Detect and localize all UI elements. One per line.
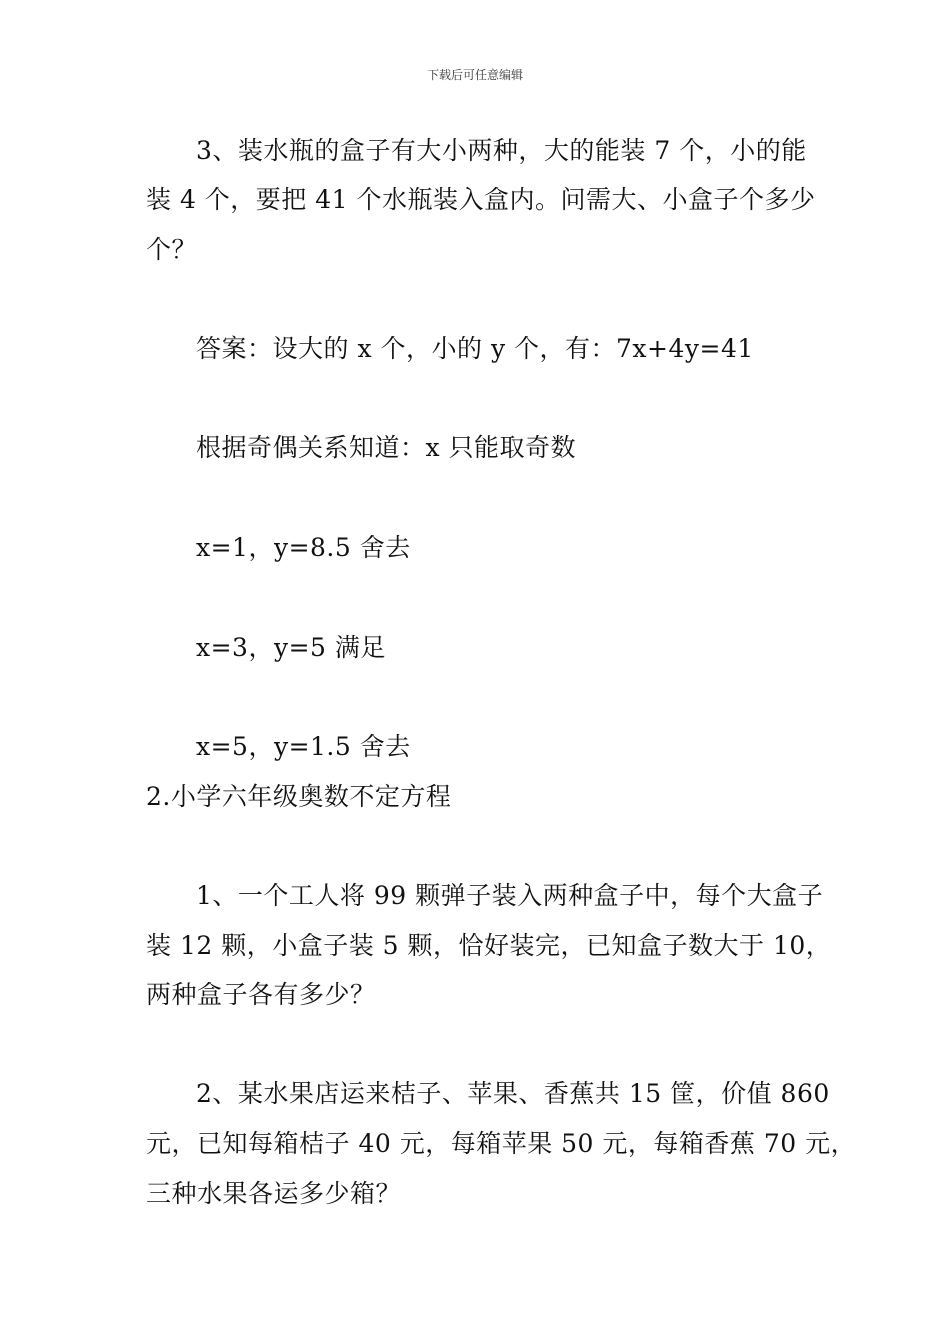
answer-line-3: x=1，y=8.5 舍去 bbox=[196, 533, 411, 562]
answer-line-1: 答案：设大的 x 个，小的 y 个，有：7x+4y=41 bbox=[196, 334, 754, 363]
question-1-line-1: 1、一个工人将 99 颗弹子装入两种盒子中，每个大盒子 bbox=[196, 881, 824, 910]
problem-3-line-3: 个？ bbox=[146, 235, 198, 264]
question-2-line-2: 元，已知每箱桔子 40 元，每箱苹果 50 元，每箱香蕉 70 元， bbox=[146, 1129, 857, 1158]
answer-line-2: 根据奇偶关系知道：x 只能取奇数 bbox=[196, 433, 577, 462]
answer-line-5: x=5，y=1.5 舍去 bbox=[196, 732, 411, 761]
problem-3-line-2: 装 4 个，要把 41 个水瓶装入盒内。问需大、小盒子个多少 bbox=[146, 185, 816, 214]
question-2-line-1: 2、某水果店运来桔子、苹果、香蕉共 15 筐，价值 860 bbox=[196, 1079, 830, 1108]
section-title: 2.小学六年级奥数不定方程 bbox=[146, 782, 452, 811]
page-header: 下载后可任意编辑 bbox=[426, 68, 523, 82]
question-2-line-3: 三种水果各运多少箱？ bbox=[146, 1179, 402, 1208]
question-1-line-2: 装 12 颗，小盒子装 5 颗，恰好装完，已知盒子数大于 10， bbox=[146, 931, 832, 960]
answer-line-4: x=3，y=5 满足 bbox=[196, 633, 386, 662]
question-1-line-3: 两种盒子各有多少？ bbox=[146, 980, 376, 1009]
problem-3-line-1: 3、装水瓶的盒子有大小两种，大的能装 7 个，小的能 bbox=[196, 136, 807, 165]
